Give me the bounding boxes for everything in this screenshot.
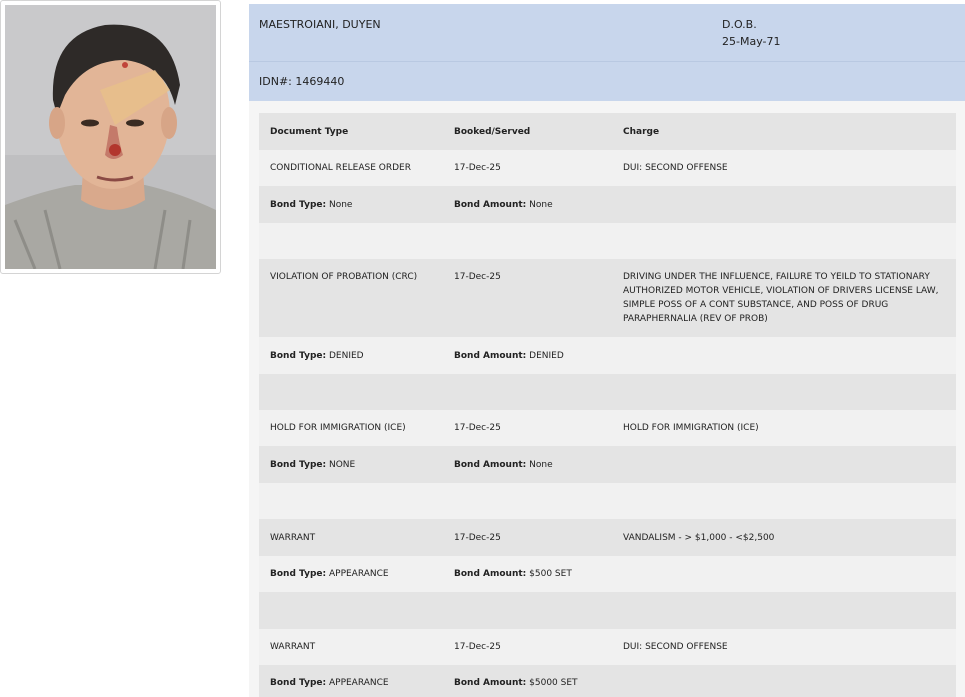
bond-amount bbox=[454, 567, 614, 581]
bond-amount-value: None bbox=[529, 199, 553, 210]
bond-amount bbox=[454, 198, 614, 212]
booking-photo bbox=[5, 5, 216, 269]
bond-type-value: APPEARANCE bbox=[328, 569, 389, 579]
bond-amount-value: $5000 SET bbox=[529, 678, 578, 688]
bond-amount bbox=[454, 349, 614, 363]
charge: DUI: SECOND OFFENSE bbox=[623, 642, 728, 652]
bond-type-value: NONE bbox=[328, 459, 356, 470]
booked-date: 17-Dec-25 bbox=[454, 532, 501, 543]
bond-row bbox=[259, 665, 956, 697]
bond-type-label: Bond Type: bbox=[270, 678, 327, 688]
bond-row bbox=[259, 186, 956, 223]
spacer-row bbox=[259, 483, 956, 519]
booked-date: 17-Dec-25 bbox=[454, 163, 501, 173]
spacer-row bbox=[259, 374, 956, 410]
column-header-booked-served: Booked/Served bbox=[454, 126, 531, 137]
charge: DUI: SECOND OFFENSE bbox=[623, 163, 728, 173]
bond-type-value: None bbox=[328, 199, 353, 210]
inmate-name-row bbox=[249, 4, 965, 62]
idn-number: IDN#: 1469440 bbox=[259, 75, 345, 88]
table-header-row bbox=[259, 113, 956, 150]
bond-type-label: Bond Type: bbox=[270, 459, 327, 470]
document-type: WARRANT bbox=[270, 532, 316, 543]
inmate-details-panel bbox=[249, 4, 965, 697]
bond-amount-value: $500 SET bbox=[529, 569, 572, 579]
document-type: CONDITIONAL RELEASE ORDER bbox=[270, 163, 411, 173]
document-type: WARRANT bbox=[270, 642, 316, 652]
bond-type-label: Bond Type: bbox=[270, 569, 327, 579]
bond-amount-label: Bond Amount: bbox=[454, 199, 527, 210]
bond-type bbox=[270, 349, 450, 363]
booked-date: 17-Dec-25 bbox=[454, 272, 501, 282]
inmate-idn-row bbox=[249, 62, 965, 101]
bond-type bbox=[270, 458, 450, 472]
bond-row bbox=[259, 556, 956, 592]
bond-type-label: Bond Type: bbox=[270, 350, 327, 361]
table-row bbox=[259, 259, 956, 337]
bond-amount-value: None bbox=[529, 459, 553, 470]
booked-date: 17-Dec-25 bbox=[454, 423, 501, 433]
charge: HOLD FOR IMMIGRATION (ICE) bbox=[623, 423, 759, 433]
column-header-charge: Charge bbox=[623, 126, 660, 137]
bond-amount-label: Bond Amount: bbox=[454, 350, 527, 361]
bond-row bbox=[259, 337, 956, 374]
table-row bbox=[259, 629, 956, 665]
table-row bbox=[259, 410, 956, 446]
charge: VANDALISM - > $1,000 - <$2,500 bbox=[623, 532, 775, 543]
bond-type-label: Bond Type: bbox=[270, 199, 327, 210]
booked-date: 17-Dec-25 bbox=[454, 642, 501, 652]
bond-amount bbox=[454, 458, 614, 472]
inmate-name: MAESTROIANI, DUYEN bbox=[259, 18, 381, 31]
bond-amount bbox=[454, 676, 614, 690]
bond-amount-value: DENIED bbox=[529, 350, 564, 361]
bond-type bbox=[270, 567, 450, 581]
bond-type-value: APPEARANCE bbox=[328, 678, 389, 688]
document-type: HOLD FOR IMMIGRATION (ICE) bbox=[270, 423, 406, 433]
table-row bbox=[259, 519, 956, 556]
bond-type bbox=[270, 198, 450, 212]
bond-type bbox=[270, 676, 450, 690]
booking-photo-frame bbox=[0, 0, 221, 274]
document-type: VIOLATION OF PROBATION (CRC) bbox=[270, 272, 418, 282]
table-row bbox=[259, 150, 956, 186]
charges-table bbox=[259, 113, 956, 697]
bond-type-value: DENIED bbox=[328, 350, 364, 361]
dob-label: D.O.B. bbox=[722, 18, 757, 31]
dob-value: 25-May-71 bbox=[722, 35, 781, 48]
bond-amount-label: Bond Amount: bbox=[454, 459, 527, 470]
bond-amount-label: Bond Amount: bbox=[454, 569, 527, 579]
spacer-row bbox=[259, 223, 956, 259]
charge: DRIVING UNDER THE INFLUENCE, FAILURE TO YEILD TO STATIONARY AUTHORIZED MOTOR VEHICLE, VIOLATION OF DRIVERS LICENSE LAW, SIMPLE POSS OF A CONT SUBSTANCE, AND POSS OF DRUG PARAPHERNALIA (REV OF PROB) bbox=[623, 272, 939, 324]
column-header-document-type: Document Type bbox=[270, 126, 349, 137]
bond-row bbox=[259, 446, 956, 483]
bond-amount-label: Bond Amount: bbox=[454, 678, 527, 688]
spacer-row bbox=[259, 592, 956, 629]
